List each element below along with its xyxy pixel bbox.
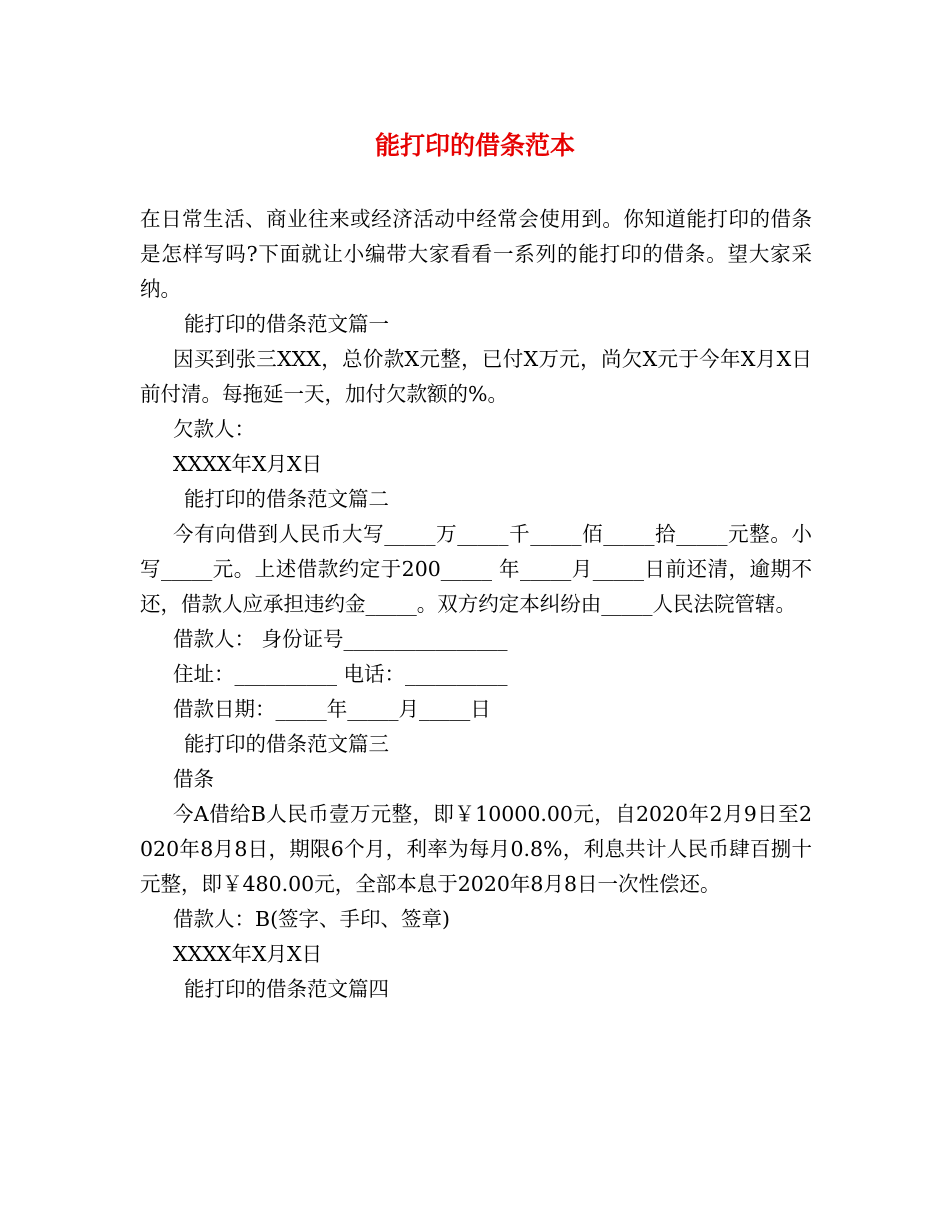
paragraph: 今A借给B人民币壹万元整，即￥10000.00元，自2020年2月9日至2020年8月8日，期限6个月，利率为每月0.8%，利息共计人民币肆百捌十元整，即￥480.00元，全部本息于2020年8月8日一次性偿还。 <box>140 802 812 896</box>
section-heading-1: 能打印的借条范文篇一 <box>184 312 389 336</box>
paragraph: 借条 <box>173 767 214 791</box>
section-heading-4: 能打印的借条范文篇四 <box>184 977 389 1001</box>
intro-paragraph: 在日常生活、商业往来或经济活动中经常会使用到。你知道能打印的借条是怎样写吗?下面就让小编带大家看看一系列的能打印的借条。望大家采纳。 <box>140 207 812 301</box>
paragraph: 借款日期：_____年_____月_____日 <box>173 697 491 721</box>
paragraph: 因买到张三XXX，总价款X元整，已付X万元，尚欠X元于今年X月X日前付清。每拖延一天，加付欠款额的%。 <box>140 347 812 406</box>
paragraph: 借款人： 身份证号________________ <box>173 627 508 651</box>
document-title: 能打印的借条范本 <box>374 131 575 160</box>
section-heading-2: 能打印的借条范文篇二 <box>184 487 389 511</box>
paragraph: XXXX年X月X日 <box>173 942 323 966</box>
document-body <box>140 202 812 1007</box>
paragraph: 住址：__________ 电话：__________ <box>173 662 508 686</box>
paragraph: 今有向借到人民币大写_____万_____千_____佰_____拾_____元整。小写_____元。上述借款约定于200_____ 年_____月_____日前还清，逾期不还，借款人应承担违约金_____。双方约定本纠纷由_____人民法院管辖。 <box>140 522 812 616</box>
section-heading-3: 能打印的借条范文篇三 <box>184 732 389 756</box>
paragraph: 欠款人： <box>173 417 255 441</box>
paragraph: XXXX年X月X日 <box>173 452 323 476</box>
paragraph: 借款人：B(签字、手印、签章) <box>173 907 451 931</box>
